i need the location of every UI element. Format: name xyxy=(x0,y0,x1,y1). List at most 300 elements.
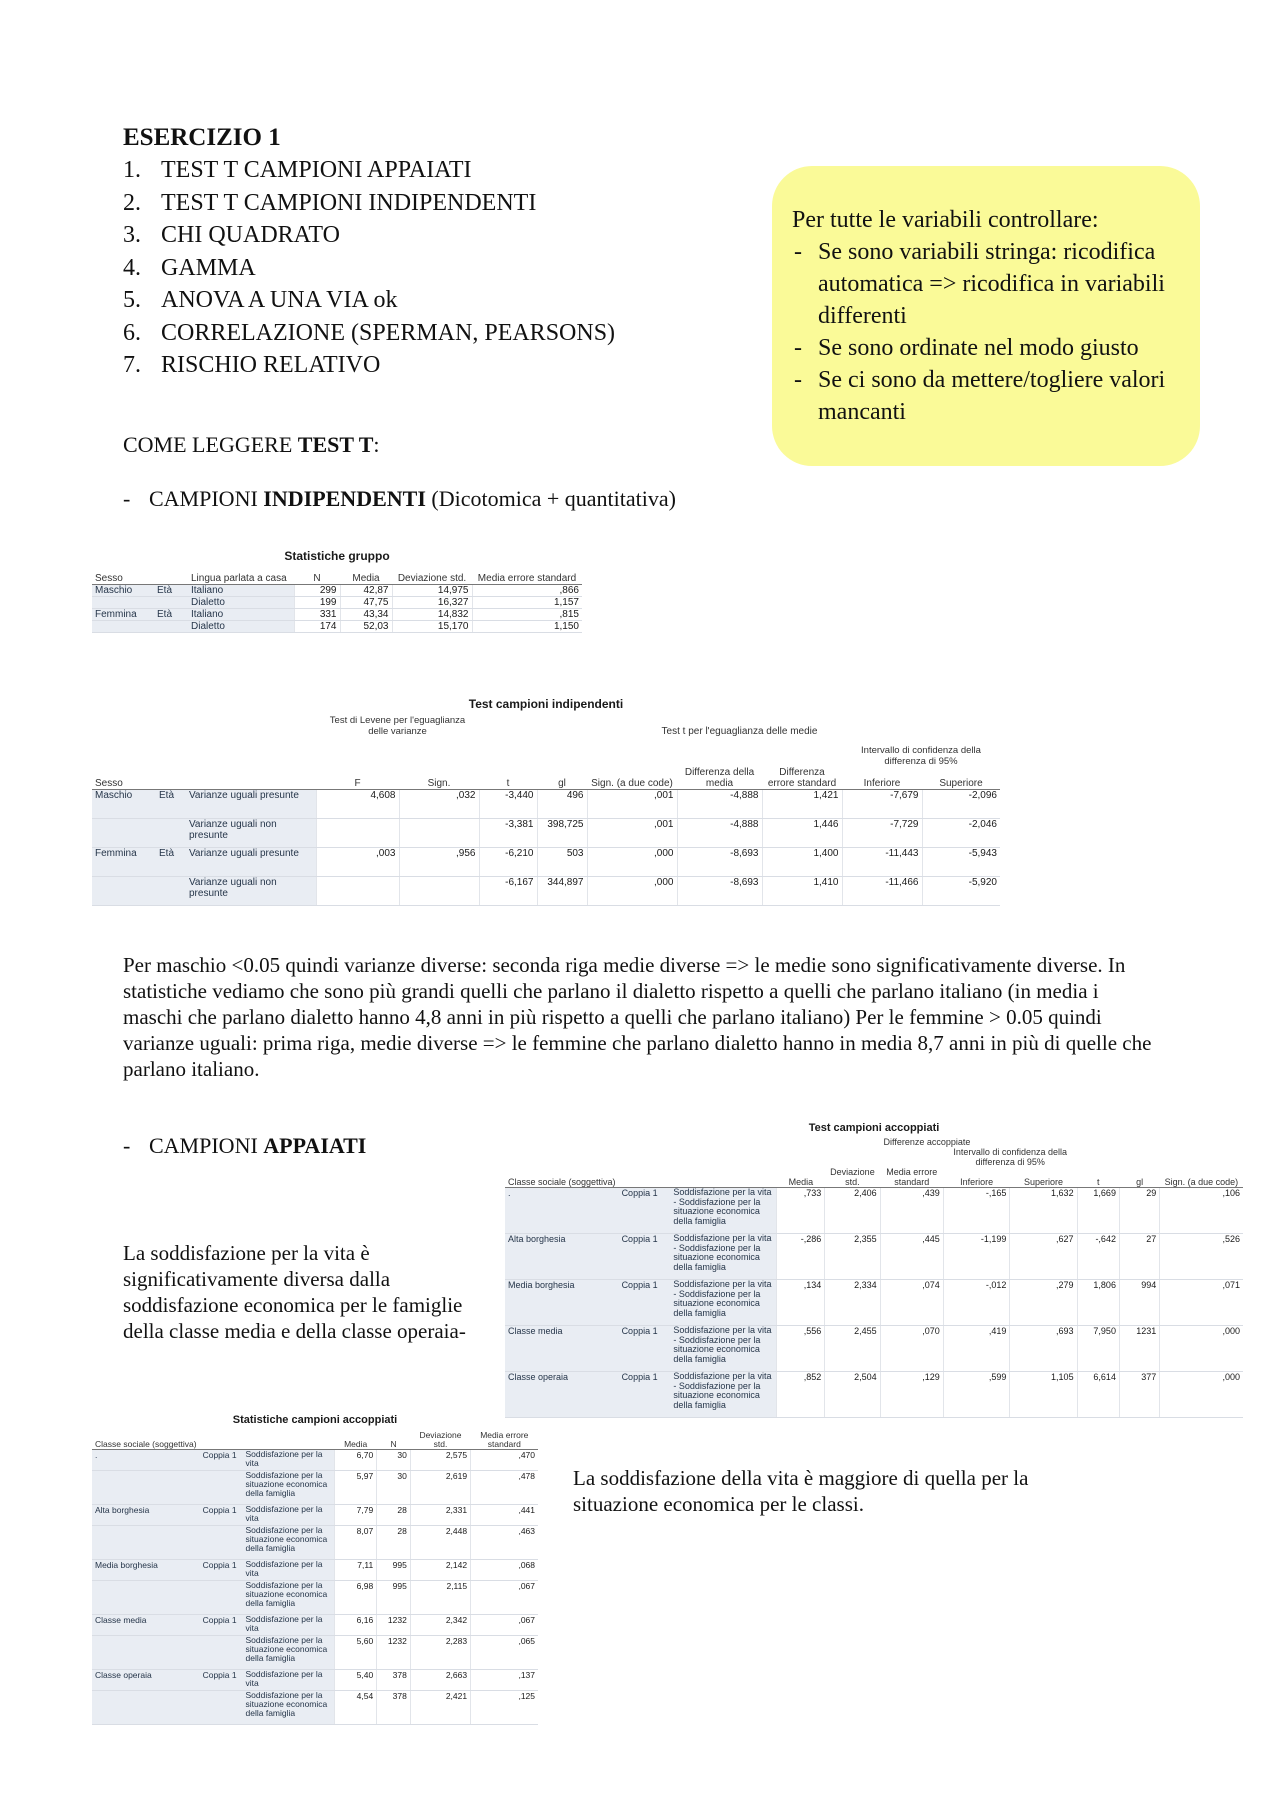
table-cell xyxy=(156,877,186,906)
header-cell xyxy=(777,1147,825,1167)
table-cell: ,068 xyxy=(471,1560,538,1581)
table-cell: ,852 xyxy=(777,1372,825,1418)
table-cell: Media borghesia xyxy=(92,1560,200,1581)
text: - xyxy=(794,239,802,265)
header-cell xyxy=(505,1147,619,1167)
indep-test-title: Test campioni indipendenti xyxy=(468,697,624,711)
table-cell: 28 xyxy=(377,1505,411,1526)
header-cell xyxy=(200,1431,243,1450)
table-cell: 14,832 xyxy=(392,609,472,621)
table-cell: 377 xyxy=(1119,1372,1159,1418)
header-cell xyxy=(156,767,186,790)
table-cell xyxy=(316,877,399,906)
header-cell xyxy=(156,737,186,767)
table-cell: 2,355 xyxy=(825,1234,880,1280)
header-cell xyxy=(1160,1137,1243,1147)
table-cell: Dialetto xyxy=(188,621,294,633)
table-cell: 42,87 xyxy=(340,585,392,597)
table-cell: -7,679 xyxy=(842,790,922,819)
table-cell: 2,455 xyxy=(825,1326,880,1372)
table-cell: 7,79 xyxy=(335,1505,377,1526)
table-cell: ,733 xyxy=(777,1188,825,1234)
table-cell: 4,608 xyxy=(316,790,399,819)
header-cell: Superiore xyxy=(922,767,1000,790)
levene-header: Test di Levene per l'eguaglianza delle varianze xyxy=(329,715,466,737)
list-item xyxy=(123,219,615,252)
table-cell: 1,446 xyxy=(762,819,842,848)
table-cell: 1,410 xyxy=(762,877,842,906)
table-cell: 331 xyxy=(294,609,340,621)
text: TEST T CAMPIONI APPAIATI xyxy=(161,157,472,183)
header-cell: Media errore standard xyxy=(471,1431,538,1450)
text: - xyxy=(794,367,802,393)
header-cell: Deviazione std. xyxy=(392,573,472,585)
table-cell: -,012 xyxy=(943,1280,1010,1326)
table-cell: 6,98 xyxy=(335,1581,377,1615)
table-cell: ,000 xyxy=(1160,1372,1243,1418)
table-cell: ,000 xyxy=(587,848,677,877)
text: 1. xyxy=(123,157,141,183)
table-cell xyxy=(92,1526,200,1560)
table-cell: Classe media xyxy=(92,1615,200,1636)
table-cell: 378 xyxy=(377,1670,411,1691)
table-cell: ,137 xyxy=(471,1670,538,1691)
header-cell: Sign. (a due code) xyxy=(1160,1167,1243,1188)
header-cell: Inferiore xyxy=(842,767,922,790)
table-cell: Età xyxy=(154,609,188,621)
table-cell: Classe media xyxy=(505,1326,619,1372)
table-cell: 5,40 xyxy=(335,1670,377,1691)
table-row xyxy=(92,1691,538,1725)
table-row xyxy=(92,1560,538,1581)
table-cell: Età xyxy=(156,848,186,877)
table-cell: Coppia 1 xyxy=(619,1188,671,1234)
table-cell: -5,943 xyxy=(922,848,1000,877)
table-cell: Soddisfazione per la vita xyxy=(243,1560,335,1581)
table-cell: 30 xyxy=(377,1471,411,1505)
table-row xyxy=(92,1450,538,1471)
text: GAMMA xyxy=(161,254,256,281)
header-cell xyxy=(154,573,188,585)
text: COME LEGGERE xyxy=(123,432,298,457)
table-cell: 344,897 xyxy=(537,877,587,906)
table-cell: -3,440 xyxy=(479,790,537,819)
table-cell: 398,725 xyxy=(537,819,587,848)
table-cell: Varianze uguali non presunte xyxy=(186,819,316,848)
text: Se ci sono da mettere/togliere valori mancanti xyxy=(818,367,1166,425)
header-cell xyxy=(1160,1147,1243,1167)
text: ANOVA A UNA VIA ok xyxy=(161,287,398,313)
table-cell: Coppia 1 xyxy=(200,1450,243,1471)
header-cell xyxy=(243,1431,335,1450)
header-cell: Media xyxy=(335,1431,377,1450)
table-cell: Soddisfazione per la vita - Soddisfazione per la situazione economica della famiglia xyxy=(670,1234,777,1280)
table-cell: ,071 xyxy=(1160,1280,1243,1326)
table-cell xyxy=(316,819,399,848)
table-cell: 299 xyxy=(294,585,340,597)
text: CORRELAZIONE (SPERMAN, PEARSONS) xyxy=(161,319,616,346)
header-cell: Sesso xyxy=(92,767,156,790)
paired-test-table xyxy=(505,1122,1243,1418)
header-cell xyxy=(1077,1137,1119,1147)
table-cell: -11,466 xyxy=(842,877,922,906)
table-cell: 1,669 xyxy=(1077,1188,1119,1234)
header-cell xyxy=(505,1137,619,1147)
list-item xyxy=(123,349,615,382)
table-row xyxy=(92,1505,538,1526)
table-cell: 1,421 xyxy=(762,790,842,819)
table-cell: Soddisfazione per la vita - Soddisfazione per la situazione economica della famiglia xyxy=(670,1188,777,1234)
table-cell: 2,342 xyxy=(410,1615,470,1636)
table-cell: ,125 xyxy=(471,1691,538,1725)
table-cell: 6,70 xyxy=(335,1450,377,1471)
paired-stats-title: Statistiche campioni accoppiati xyxy=(232,1414,398,1426)
header-cell xyxy=(399,737,479,767)
header-cell: Media xyxy=(777,1167,825,1188)
table-cell: Maschio xyxy=(92,790,156,819)
exercise-block xyxy=(123,124,615,382)
text: INDIPENDENTI xyxy=(263,486,426,511)
list-item xyxy=(123,284,615,317)
text: 5. xyxy=(123,287,141,313)
header-cell xyxy=(619,1167,671,1188)
text: TEST T CAMPIONI INDIPENDENTI xyxy=(161,189,537,216)
table-cell: 2,142 xyxy=(410,1560,470,1581)
table-row xyxy=(92,848,1000,877)
exercise-list xyxy=(123,154,615,382)
table-cell: -1,199 xyxy=(943,1234,1010,1280)
table-cell: Soddisfazione per la situazione economica della famiglia xyxy=(243,1581,335,1615)
table-cell: Varianze uguali presunte xyxy=(186,848,316,877)
table-cell: Coppia 1 xyxy=(619,1326,671,1372)
table-row xyxy=(505,1234,1243,1280)
header-cell xyxy=(825,1147,880,1167)
header-cell: gl xyxy=(1119,1167,1159,1188)
header-cell xyxy=(186,767,316,790)
table-cell xyxy=(200,1471,243,1505)
table-cell: -4,888 xyxy=(677,790,762,819)
table-cell: ,478 xyxy=(471,1471,538,1505)
table-cell xyxy=(200,1581,243,1615)
table-cell: 995 xyxy=(377,1581,411,1615)
table-cell xyxy=(154,597,188,609)
header-cell xyxy=(1119,1147,1159,1167)
header-cell: Deviazione std. xyxy=(410,1431,470,1450)
list-item xyxy=(123,317,615,350)
table-cell: ,866 xyxy=(472,585,582,597)
header-cell: Sesso xyxy=(92,573,154,585)
header-cell xyxy=(880,1147,943,1167)
table-cell: Soddisfazione per la vita xyxy=(243,1615,335,1636)
table-cell: 174 xyxy=(294,621,340,633)
table-cell: Coppia 1 xyxy=(619,1234,671,1280)
table-cell: 503 xyxy=(537,848,587,877)
table-cell: 27 xyxy=(1119,1234,1159,1280)
text: CAMPIONI xyxy=(149,486,264,511)
table-cell: Femmina xyxy=(92,848,156,877)
text: - xyxy=(794,335,802,361)
table-cell: ,065 xyxy=(471,1636,538,1670)
table-cell: 496 xyxy=(537,790,587,819)
text: 4. xyxy=(123,254,141,281)
table-cell: 2,663 xyxy=(410,1670,470,1691)
text: Se sono ordinate nel modo giusto xyxy=(818,335,1139,361)
table-row xyxy=(505,1188,1243,1234)
table-cell xyxy=(92,1636,200,1670)
table-cell: Età xyxy=(154,585,188,597)
table-cell: 15,170 xyxy=(392,621,472,633)
table-cell: 1,400 xyxy=(762,848,842,877)
text: (Dicotomica + quantitativa) xyxy=(425,486,676,511)
header-cell: Lingua parlata a casa xyxy=(188,573,294,585)
table-cell: -5,920 xyxy=(922,877,1000,906)
table-cell: Soddisfazione per la vita - Soddisfazione per la situazione economica della famiglia xyxy=(670,1372,777,1418)
table-cell: ,463 xyxy=(471,1526,538,1560)
header-cell xyxy=(587,737,677,767)
table-cell: 7,11 xyxy=(335,1560,377,1581)
table-cell: -11,443 xyxy=(842,848,922,877)
header-cell: Classe sociale (soggettiva) xyxy=(92,1431,200,1450)
table-cell: 8,07 xyxy=(335,1526,377,1560)
checklist-note xyxy=(772,166,1200,466)
table-cell: 2,504 xyxy=(825,1372,880,1418)
table-cell: -,286 xyxy=(777,1234,825,1280)
table-row xyxy=(92,1581,538,1615)
table-cell: 2,448 xyxy=(410,1526,470,1560)
list-item xyxy=(123,187,615,220)
table-cell: ,470 xyxy=(471,1450,538,1471)
table-cell: 47,75 xyxy=(340,597,392,609)
table-cell: 1232 xyxy=(377,1636,411,1670)
header-cell xyxy=(92,737,156,767)
paired-test-title: Test campioni accoppiati xyxy=(808,1122,940,1134)
table-cell: 994 xyxy=(1119,1280,1159,1326)
table-cell xyxy=(92,1581,200,1615)
table-cell: -7,729 xyxy=(842,819,922,848)
table-cell: 2,115 xyxy=(410,1581,470,1615)
text: - xyxy=(123,486,131,511)
table-cell xyxy=(92,597,154,609)
header-cell xyxy=(1077,1147,1119,1167)
note-bullet xyxy=(792,236,1180,332)
table-cell: ,815 xyxy=(472,609,582,621)
table-cell: . xyxy=(92,1450,200,1471)
table-cell: ,106 xyxy=(1160,1188,1243,1234)
header-cell xyxy=(537,737,587,767)
table-row xyxy=(92,585,582,597)
table-cell: 4,54 xyxy=(335,1691,377,1725)
table-cell: ,067 xyxy=(471,1581,538,1615)
table-cell: ,074 xyxy=(880,1280,943,1326)
text: 6. xyxy=(123,319,141,346)
table-cell: -,642 xyxy=(1077,1234,1119,1280)
table-cell: Coppia 1 xyxy=(200,1615,243,1636)
ttest-header: Test t per l'eguaglianza delle medie xyxy=(661,726,818,737)
table-row xyxy=(92,609,582,621)
list-item xyxy=(123,154,615,187)
header-cell xyxy=(1119,1137,1159,1147)
header-cell xyxy=(670,1147,777,1167)
table-cell xyxy=(399,877,479,906)
table-cell: -8,693 xyxy=(677,848,762,877)
table-cell: 1,806 xyxy=(1077,1280,1119,1326)
header-cell xyxy=(316,737,399,767)
table-cell: -,165 xyxy=(943,1188,1010,1234)
table-cell: 1,157 xyxy=(472,597,582,609)
table-row xyxy=(92,819,1000,848)
how-to-read-heading xyxy=(123,432,380,458)
header-cell: Superiore xyxy=(1010,1167,1077,1188)
table-row xyxy=(92,790,1000,819)
text: RISCHIO RELATIVO xyxy=(161,352,381,378)
table-cell xyxy=(154,621,188,633)
text: 7. xyxy=(123,352,141,378)
table-cell: ,693 xyxy=(1010,1326,1077,1372)
table-cell: Alta borghesia xyxy=(505,1234,619,1280)
header-cell: Differenza errore standard xyxy=(762,767,842,790)
note-bullet xyxy=(792,364,1180,428)
table-cell: -8,693 xyxy=(677,877,762,906)
table-cell: 2,406 xyxy=(825,1188,880,1234)
table-cell xyxy=(200,1691,243,1725)
table-cell: 1,150 xyxy=(472,621,582,633)
table-cell: Coppia 1 xyxy=(619,1280,671,1326)
header-cell: Sign. (a due code) xyxy=(587,767,677,790)
table-cell: Dialetto xyxy=(188,597,294,609)
header-cell: Media errore standard xyxy=(472,573,582,585)
table-cell: 2,575 xyxy=(410,1450,470,1471)
table-cell: 6,614 xyxy=(1077,1372,1119,1418)
table-cell: ,599 xyxy=(943,1372,1010,1418)
text: - xyxy=(123,1133,131,1158)
header-cell xyxy=(156,715,186,737)
table-cell: Varianze uguali non presunte xyxy=(186,877,316,906)
text: APPAIATI xyxy=(263,1133,367,1158)
header-cell xyxy=(92,715,156,737)
table-cell: Varianze uguali presunte xyxy=(186,790,316,819)
table-cell: Classe operaia xyxy=(92,1670,200,1691)
table-cell: 52,03 xyxy=(340,621,392,633)
table-cell: 14,975 xyxy=(392,585,472,597)
header-cell: Inferiore xyxy=(943,1167,1010,1188)
header-cell xyxy=(186,737,316,767)
table-cell xyxy=(156,819,186,848)
independent-test-table xyxy=(92,697,1000,906)
table-cell: Media borghesia xyxy=(505,1280,619,1326)
text: CAMPIONI xyxy=(149,1133,264,1158)
header-cell xyxy=(619,1147,671,1167)
table-cell: ,032 xyxy=(399,790,479,819)
table-cell: ,134 xyxy=(777,1280,825,1326)
table-cell: Maschio xyxy=(92,585,154,597)
text: 3. xyxy=(123,222,141,248)
table-cell: Italiano xyxy=(188,609,294,621)
table-cell: Soddisfazione per la vita xyxy=(243,1450,335,1471)
table-cell: Alta borghesia xyxy=(92,1505,200,1526)
table-cell xyxy=(200,1636,243,1670)
table-cell: Coppia 1 xyxy=(200,1670,243,1691)
header-cell xyxy=(619,1137,671,1147)
table-cell: ,627 xyxy=(1010,1234,1077,1280)
table-cell: ,001 xyxy=(587,790,677,819)
table-cell: ,445 xyxy=(880,1234,943,1280)
table-cell: Soddisfazione per la vita xyxy=(243,1670,335,1691)
header-cell xyxy=(677,737,762,767)
table-cell: -2,046 xyxy=(922,819,1000,848)
table-cell: ,003 xyxy=(316,848,399,877)
exercise-title: ESERCIZIO 1 xyxy=(123,124,281,151)
header-cell: N xyxy=(377,1431,411,1450)
header-cell: Deviazione std. xyxy=(825,1167,880,1188)
table-cell: 28 xyxy=(377,1526,411,1560)
table-cell: 378 xyxy=(377,1691,411,1725)
table-cell: 1,632 xyxy=(1010,1188,1077,1234)
ci-header: Intervallo di confidenza della differenza di 95% xyxy=(861,745,981,767)
table-cell xyxy=(92,1691,200,1725)
table-cell xyxy=(92,621,154,633)
table-cell: ,067 xyxy=(471,1615,538,1636)
table-cell: Età xyxy=(156,790,186,819)
table-cell: ,419 xyxy=(943,1326,1010,1372)
paired-stats-table xyxy=(92,1414,538,1725)
table-cell: ,000 xyxy=(1160,1326,1243,1372)
section-independent-heading xyxy=(123,486,676,512)
paired-conclusion: La soddisfazione della vita è maggiore di quella per la situazione economica per le classi. xyxy=(573,1466,1029,1516)
header-cell xyxy=(670,1167,777,1188)
paired-explanation: La soddisfazione per la vita è significativamente diversa dalla soddisfazione economica per le famiglie della classe media e della classe operaia- xyxy=(123,1241,466,1343)
header-cell: Media errore standard xyxy=(880,1167,943,1188)
table-cell: Coppia 1 xyxy=(619,1372,671,1418)
text: Se sono variabili stringa: ricodifica automatica => ricodifica in variabili differenti xyxy=(818,239,1165,329)
table-row xyxy=(92,1615,538,1636)
table-cell: Soddisfazione per la situazione economica della famiglia xyxy=(243,1691,335,1725)
table-row xyxy=(92,597,582,609)
header-cell xyxy=(186,715,316,737)
table-cell: 2,619 xyxy=(410,1471,470,1505)
table-cell: Soddisfazione per la situazione economica della famiglia xyxy=(243,1526,335,1560)
header-cell: Differenza della media xyxy=(677,767,762,790)
table-cell: -6,167 xyxy=(479,877,537,906)
table-cell: ,000 xyxy=(587,877,677,906)
ci-header: Intervallo di confidenza della differenza di 95% xyxy=(953,1147,1067,1167)
table-cell xyxy=(200,1526,243,1560)
table-cell: 5,60 xyxy=(335,1636,377,1670)
header-cell: Sign. xyxy=(399,767,479,790)
table-cell: Soddisfazione per la situazione economica della famiglia xyxy=(243,1636,335,1670)
table-cell: -3,381 xyxy=(479,819,537,848)
note-title: Per tutte le variabili controllare: xyxy=(792,207,1099,233)
table-cell: -6,210 xyxy=(479,848,537,877)
table-cell: ,279 xyxy=(1010,1280,1077,1326)
table-cell: Soddisfazione per la vita - Soddisfazione per la situazione economica della famiglia xyxy=(670,1326,777,1372)
table-cell: Italiano xyxy=(188,585,294,597)
table-cell: 16,327 xyxy=(392,597,472,609)
table-cell: -2,096 xyxy=(922,790,1000,819)
group-stats-table xyxy=(92,549,582,633)
header-cell xyxy=(479,737,537,767)
table-cell: Soddisfazione per la vita - Soddisfazione per la situazione economica della famiglia xyxy=(670,1280,777,1326)
table-cell: 1231 xyxy=(1119,1326,1159,1372)
diff-header: Differenze accoppiate xyxy=(883,1137,971,1147)
table-cell: 43,34 xyxy=(340,609,392,621)
note-bullets xyxy=(792,236,1180,428)
table-cell: ,526 xyxy=(1160,1234,1243,1280)
text: 2. xyxy=(123,189,141,216)
header-cell: Classe sociale (soggettiva) xyxy=(505,1167,619,1188)
table-cell: 1232 xyxy=(377,1615,411,1636)
table-cell: Classe operaia xyxy=(505,1372,619,1418)
list-item xyxy=(123,252,615,285)
